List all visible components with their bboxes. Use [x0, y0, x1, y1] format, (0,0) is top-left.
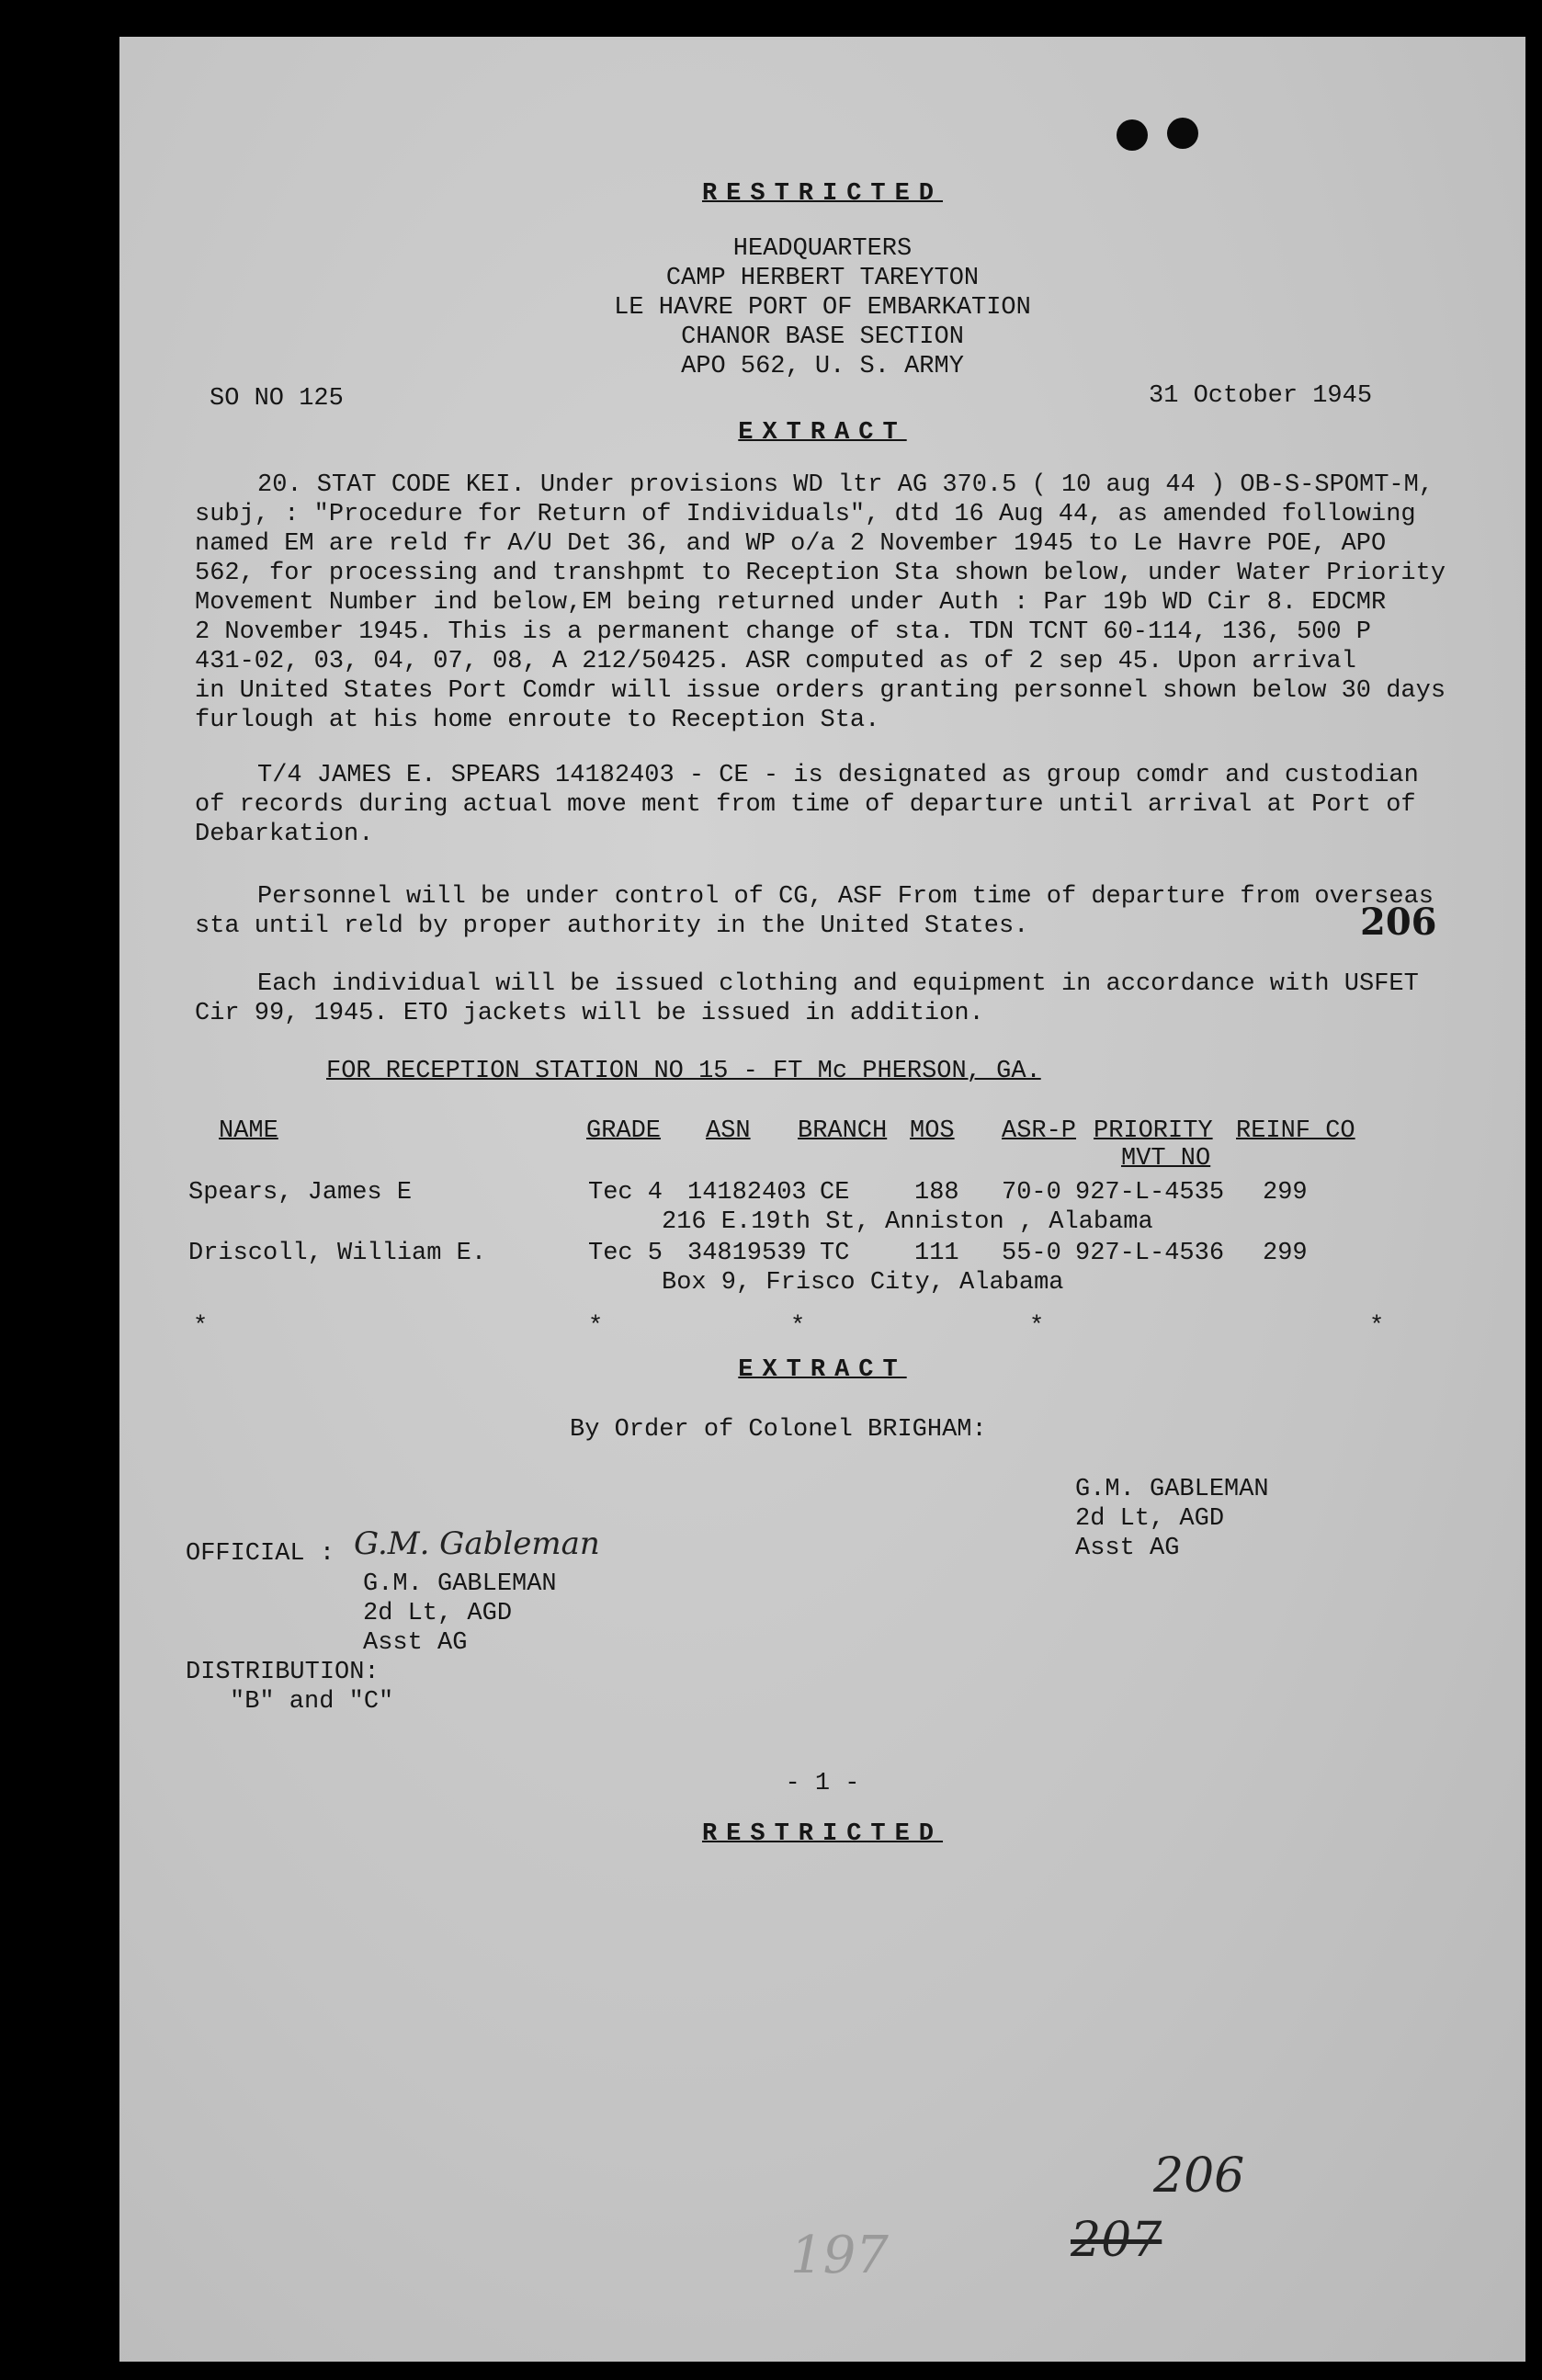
- para3-line: sta until reld by proper authority in the United States.: [195, 912, 1029, 940]
- col-header-name: NAME: [219, 1117, 278, 1145]
- para4-line: Cir 99, 1945. ETO jackets will be issued in addition.: [195, 1000, 984, 1027]
- row-name: Spears, James E: [188, 1179, 413, 1207]
- handwritten-page-number: 206: [1153, 2148, 1245, 2204]
- para1-line: 562, for processing and transhpmt to Reception Sta shown below, under Water Priority: [195, 560, 1446, 587]
- punch-hole-left: [1117, 119, 1148, 151]
- distribution-label: DISTRIBUTION:: [186, 1659, 380, 1686]
- para1-line: named EM are reld fr A/U Det 36, and WP o/a 2 November 1945 to Le Havre POE, APO: [195, 530, 1387, 558]
- para1-line: subj, : "Procedure for Return of Individuals", dtd 16 Aug 44, as amended following: [195, 501, 1416, 528]
- row-grade: Tec 5: [588, 1240, 663, 1267]
- para1-line: Movement Number ind below,EM being returned under Auth : Par 19b WD Cir 8. EDCMR: [195, 589, 1387, 617]
- separator-asterisk: *: [588, 1313, 604, 1341]
- row-priority: 927-L-4536: [1075, 1240, 1225, 1267]
- col-header-asn: ASN: [706, 1117, 751, 1145]
- col-header-grade: GRADE: [586, 1117, 662, 1145]
- punch-hole-right: [1167, 118, 1198, 149]
- para1-line: 2 November 1945. This is a permanent change of sta. TDN TCNT 60-114, 136, 500 P: [195, 618, 1372, 646]
- distribution-value: "B" and "C": [230, 1688, 394, 1716]
- header-line: LE HAVRE PORT OF EMBARKATION: [614, 294, 1031, 322]
- col-header-reinf-co: REINF CO: [1236, 1117, 1355, 1145]
- row-reinf: 299: [1263, 1179, 1308, 1207]
- document-page: [119, 37, 1525, 2362]
- row-mos: 111: [914, 1240, 959, 1267]
- para2-line: T/4 JAMES E. SPEARS 14182403 - CE - is designated as group comdr and custodian: [257, 762, 1419, 789]
- para1-line: 431-02, 03, 04, 07, 08, A 212/50425. ASR computed as of 2 sep 45. Upon arrival: [195, 648, 1356, 675]
- faint-handwritten-number: 197: [790, 2226, 889, 2285]
- signer-rank: 2d Lt, AGD: [1075, 1505, 1225, 1533]
- signer-name: G.M. GABLEMAN: [1075, 1476, 1269, 1503]
- row-asr: 55-0: [1002, 1240, 1061, 1267]
- official-title: Asst AG: [363, 1629, 468, 1657]
- col-header-mvt-no: MVT NO: [1121, 1145, 1211, 1173]
- by-order-line: By Order of Colonel BRIGHAM:: [570, 1416, 987, 1444]
- separator-asterisk: *: [1369, 1313, 1385, 1341]
- row-branch: CE: [820, 1179, 850, 1207]
- col-header-mos: MOS: [910, 1117, 955, 1145]
- col-header-branch: BRANCH: [798, 1117, 888, 1145]
- official-name: G.M. GABLEMAN: [363, 1570, 557, 1598]
- page-number: - 1 -: [785, 1770, 860, 1797]
- official-rank: 2d Lt, AGD: [363, 1600, 513, 1627]
- page-stamp: 206: [1360, 901, 1437, 944]
- extract-title: EXTRACT: [738, 419, 907, 447]
- extract-title-bottom: EXTRACT: [738, 1356, 907, 1384]
- header-line: HEADQUARTERS: [732, 235, 913, 263]
- para2-line: Debarkation.: [195, 821, 374, 848]
- classification-bottom: RESTRICTED: [701, 1820, 944, 1848]
- para1-line: in United States Port Comdr will issue orders granting personnel shown below 30 days: [195, 677, 1446, 705]
- row-asn: 14182403: [687, 1179, 807, 1207]
- header-line: CAMP HERBERT TAREYTON: [665, 265, 980, 292]
- reception-station-heading: FOR RECEPTION STATION NO 15 - FT Mc PHERSON, GA.: [326, 1058, 1041, 1085]
- row-asn: 34819539: [687, 1240, 807, 1267]
- separator-asterisk: *: [790, 1313, 806, 1341]
- separator-asterisk: *: [193, 1313, 209, 1341]
- special-order-number: SO NO 125: [210, 385, 344, 413]
- row-reinf: 299: [1263, 1240, 1308, 1267]
- official-label: OFFICIAL :: [186, 1540, 335, 1568]
- para4-line: Each individual will be issued clothing and equipment in accordance with USFET: [257, 970, 1419, 998]
- official-signature: G.M. Gableman: [354, 1525, 600, 1562]
- para1-line: 20. STAT CODE KEI. Under provisions WD ltr AG 370.5 ( 10 aug 44 ) OB-S-SPOMT-M,: [257, 471, 1434, 499]
- order-date: 31 October 1945: [1149, 382, 1373, 410]
- separator-asterisk: *: [1029, 1313, 1045, 1341]
- para3-line: Personnel will be under control of CG, ASF From time of departure from overseas: [257, 883, 1434, 911]
- col-header-priority: PRIORITY: [1094, 1117, 1213, 1145]
- classification-top: RESTRICTED: [701, 180, 944, 208]
- header-line: CHANOR BASE SECTION: [681, 323, 964, 351]
- para1-line: furlough at his home enroute to Reception Sta.: [195, 707, 880, 734]
- signer-title: Asst AG: [1075, 1535, 1180, 1562]
- row-grade: Tec 4: [588, 1179, 663, 1207]
- para2-line: of records during actual move ment from time of departure until arrival at Port of: [195, 791, 1416, 819]
- row-asr: 70-0: [1002, 1179, 1061, 1207]
- handwritten-old-page-number: 207: [1071, 2213, 1162, 2268]
- row-priority: 927-L-4535: [1075, 1179, 1225, 1207]
- row-name: Driscoll, William E.: [188, 1240, 487, 1267]
- header-line: APO 562, U. S. ARMY: [681, 353, 964, 380]
- row-address: 216 E.19th St, Anniston , Alabama: [662, 1208, 1153, 1236]
- row-branch: TC: [820, 1240, 850, 1267]
- row-mos: 188: [914, 1179, 959, 1207]
- col-header-asr: ASR-P: [1002, 1117, 1077, 1145]
- row-address: Box 9, Frisco City, Alabama: [662, 1269, 1064, 1297]
